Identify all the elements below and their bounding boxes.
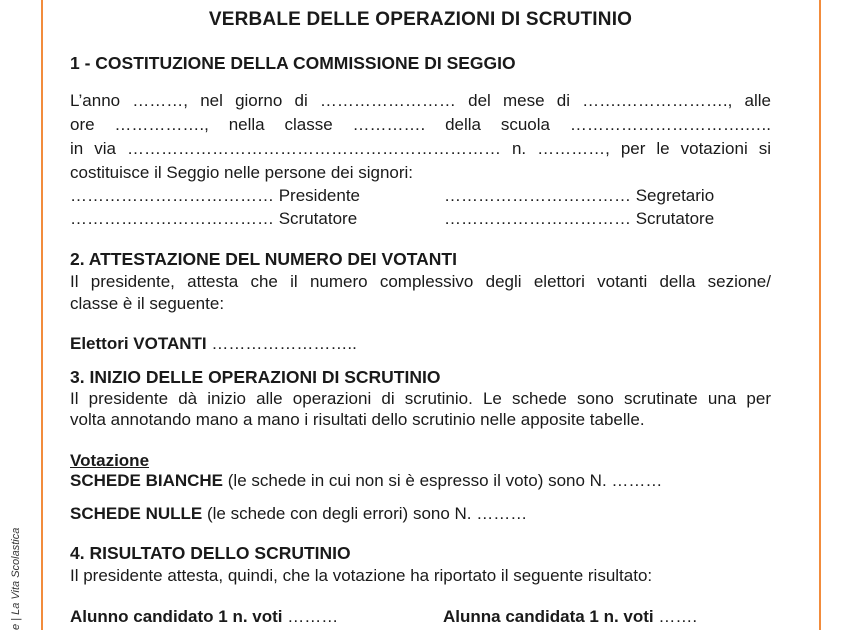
blank-ballots-line xyxy=(70,469,771,492)
section-2-heading: 2. ATTESTAZIONE DEL NUMERO DEI VOTANTI xyxy=(70,249,457,269)
section-1-line-4: costituisce il Seggio nelle persone dei signori: xyxy=(70,163,414,182)
right-border-line xyxy=(819,0,821,630)
blank-ballots-label: SCHEDE BIANCHE xyxy=(70,471,224,490)
scrutineer-field-1: ……………………………… Scrutatore xyxy=(70,209,358,228)
candidate-1-female xyxy=(443,605,697,628)
section-1-line-1: L’anno ………, nel giorno di …………………… del mese di …….………………., alle xyxy=(70,91,771,110)
candidate-1-male-label: Alunno candidato 1 n. voti xyxy=(70,607,283,626)
voters-label: Elettori VOTANTI xyxy=(70,334,207,353)
section-3-heading: 3. INIZIO DELLE OPERAZIONI DI SCRUTINIO xyxy=(70,367,441,387)
blank-ballots-text: (le schede in cui non si è espresso il voto) sono N. ……… xyxy=(223,471,663,490)
scrutineer-field-2: …………………………… Scrutatore xyxy=(444,209,715,228)
candidate-1-female-dots: ……. xyxy=(653,607,698,626)
section-2-line-1: Il presidente, attesta che il numero complessivo degli elettori votanti della sezione/ xyxy=(70,272,771,291)
section-4-line-1: Il presidente attesta, quindi, che la votazione ha riportato il seguente risultato: xyxy=(70,566,653,585)
voters-dots: …………………….. xyxy=(206,334,357,353)
null-ballots-label: SCHEDE NULLE xyxy=(70,504,203,523)
section-1-heading: 1 - COSTITUZIONE DELLA COMMISSIONE DI SEGGIO xyxy=(70,53,516,73)
section-1-line-2: ore ……………., nella classe …………. della scuola ………………………….….. xyxy=(70,115,771,134)
side-caption: e | La Vita Scolastica xyxy=(10,527,22,630)
section-1-line-3: in via ………………………………………………………… n. …………, per le votazioni si xyxy=(70,139,771,158)
document-title: VERBALE DELLE OPERAZIONI DI SCRUTINIO xyxy=(208,9,633,30)
section-2-line-2: classe è il seguente: xyxy=(70,294,225,313)
votazione-label: Votazione xyxy=(70,451,150,470)
president-field: ……………………………… Presidente xyxy=(70,186,360,205)
null-ballots-line xyxy=(70,502,771,525)
section-3-line-1: Il presidente dà inizio alle operazioni di scrutinio. Le schede sono scrutinate una per xyxy=(70,389,771,408)
section-4-heading: 4. RISULTATO DELLO SCRUTINIO xyxy=(70,543,351,563)
section-3-line-2: volta annotando mano a mano i risultati dello scrutinio nelle apposite tabelle. xyxy=(70,410,645,429)
candidate-1-male xyxy=(70,605,338,628)
secretary-field: …………………………… Segretario xyxy=(444,186,715,205)
null-ballots-text: (le schede con degli errori) sono N. ……… xyxy=(202,504,528,523)
voters-count-line xyxy=(70,332,771,355)
left-border-line xyxy=(41,0,43,630)
candidate-1-female-label: Alunna candidata 1 n. voti xyxy=(443,607,654,626)
candidate-1-male-dots: ……… xyxy=(282,607,339,626)
